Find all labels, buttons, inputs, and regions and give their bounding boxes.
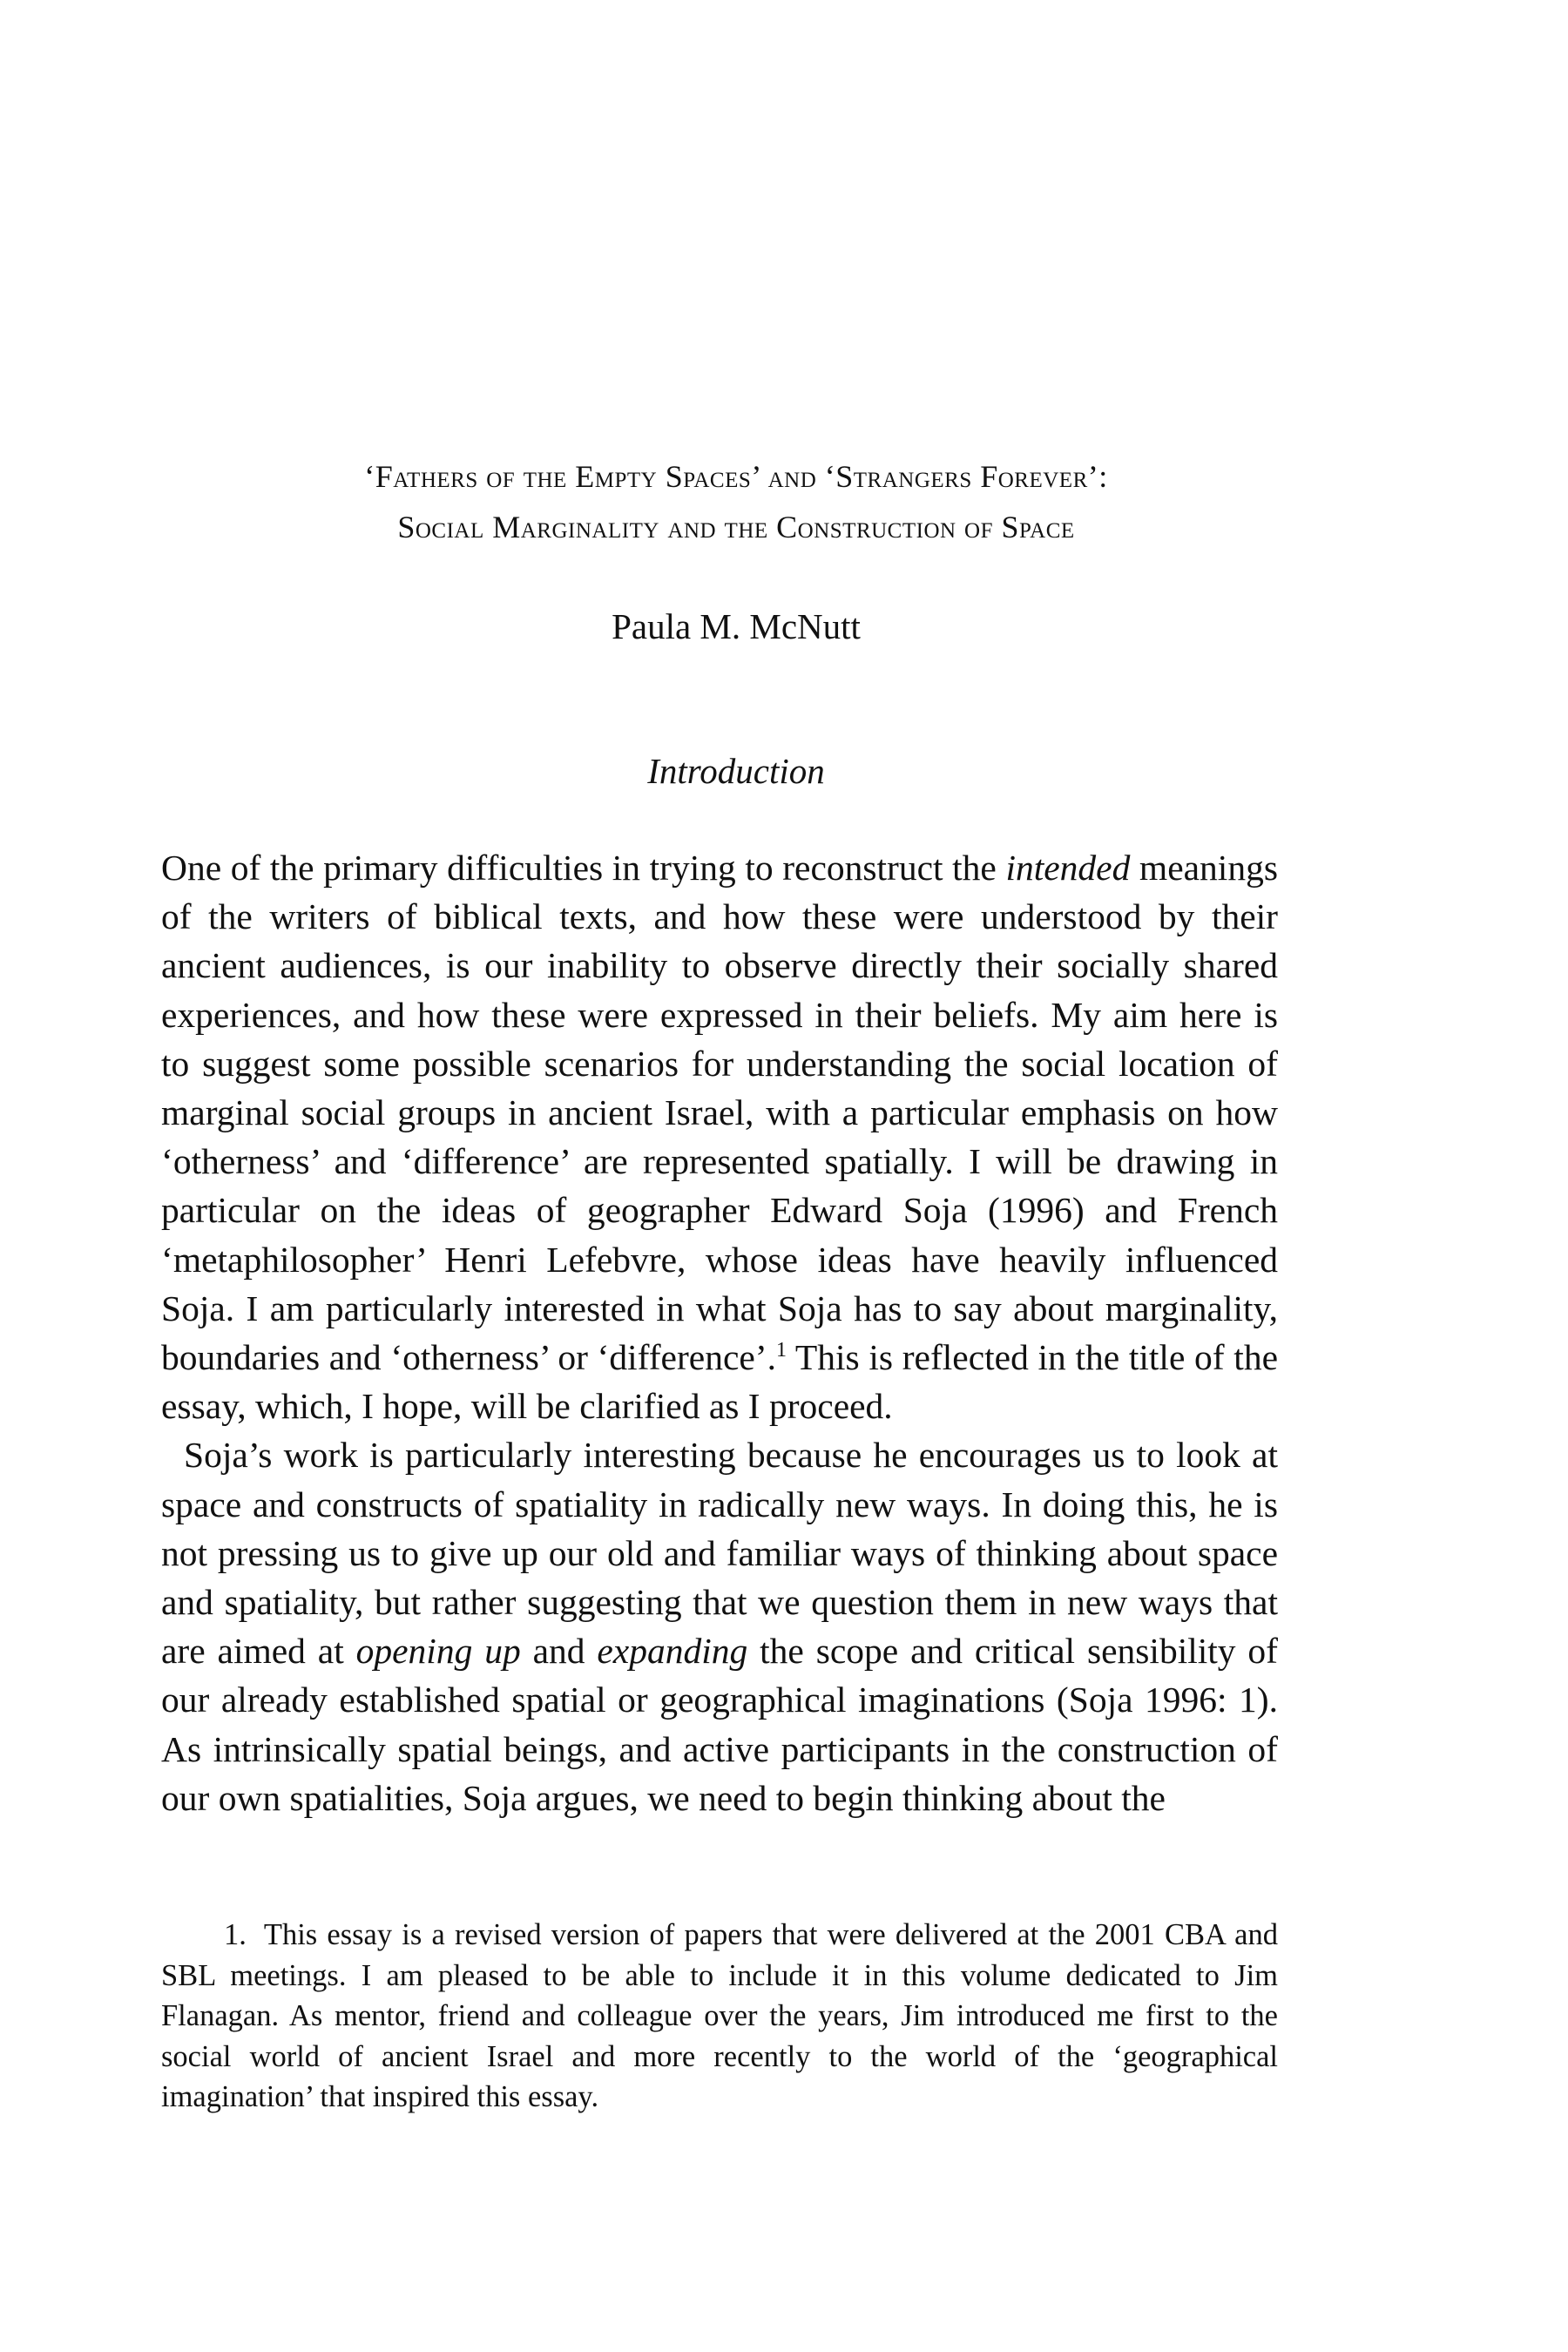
chapter-title-line-2: Social Marginality and the Construction of Space (397, 510, 1075, 544)
chapter-title-line-1: ‘Fathers of the Empty Spaces’ and ‘Strangers Forever’: (364, 459, 1108, 494)
paragraph-1-text-b: meanings of the writers of biblical texts, and how these were understood by their ancient audiences, is our inability to observe directly their socially shared experiences, and how these were expressed in their beliefs. My aim here is to suggest some possible scenarios for understanding the social location of marginal social groups in ancient Israel, with a particular emphasis on how ‘otherness’ and ‘difference’ are represented spatially. I will be drawing in particular on the ideas of geographer Edward Soja (1996) and French ‘metaphilosopher’ Henri Lefebvre, whose ideas have heavily influenced Soja. I am particularly interested in what Soja has to say about marginality, boundaries and ‘otherness’ or ‘difference’. (161, 848, 1278, 1378)
paragraph-2-text-a: Soja’s work is particularly interesting because he encourages us to look at space and constructs of spatiality in radically new ways. In doing this, he is not pressing us to give up our old and familiar ways of thinking about space and spatiality, but rather suggesting that we question them in new ways that are aimed at (161, 1435, 1278, 1672)
paragraph-2 (161, 1430, 1278, 1822)
footnote-paragraph (161, 1915, 1278, 2118)
emphasis-intended: intended (1005, 848, 1131, 888)
emphasis-opening-up: opening up (355, 1631, 521, 1672)
footnote (161, 1915, 1278, 2118)
body-text (161, 843, 1278, 1822)
chapter-title (196, 451, 1276, 552)
author-name: Paula M. McNutt (612, 606, 861, 646)
paragraph-1-text-a: One of the primary difficulties in trying to reconstruct the (161, 848, 1006, 888)
paragraph-1 (161, 843, 1278, 1430)
paragraph-2-text-b: and (520, 1631, 598, 1672)
paragraph-2-text-c: the scope and critical sensibility of our already established spatial or geographical imaginations (Soja 1996: 1). As intrinsically spatial beings, and active participants in the construction of our own spatialities, Soja argues, we need to begin thinking about the (161, 1631, 1279, 1818)
footnote-number: 1. (224, 1918, 247, 1951)
footnote-reference[interactable]: 1 (776, 1339, 787, 1362)
emphasis-expanding: expanding (597, 1631, 748, 1672)
footnote-text: This essay is a revised version of papers that were delivered at the 2001 CBA and SBL meetings. I am pleased to be able to include it in this volume dedicated to Jim Flanagan. As mentor, friend and colleague over the years, Jim introduced me first to the social world of ancient Israel and more recently to the world of the ‘geographical imagination’ that inspired this essay. (161, 1918, 1278, 2113)
paragraph-1-text-c: This is reflected in the title of the essay, which, I hope, will be clarified as I proceed. (161, 1337, 1278, 1427)
section-heading: Introduction (647, 751, 825, 791)
